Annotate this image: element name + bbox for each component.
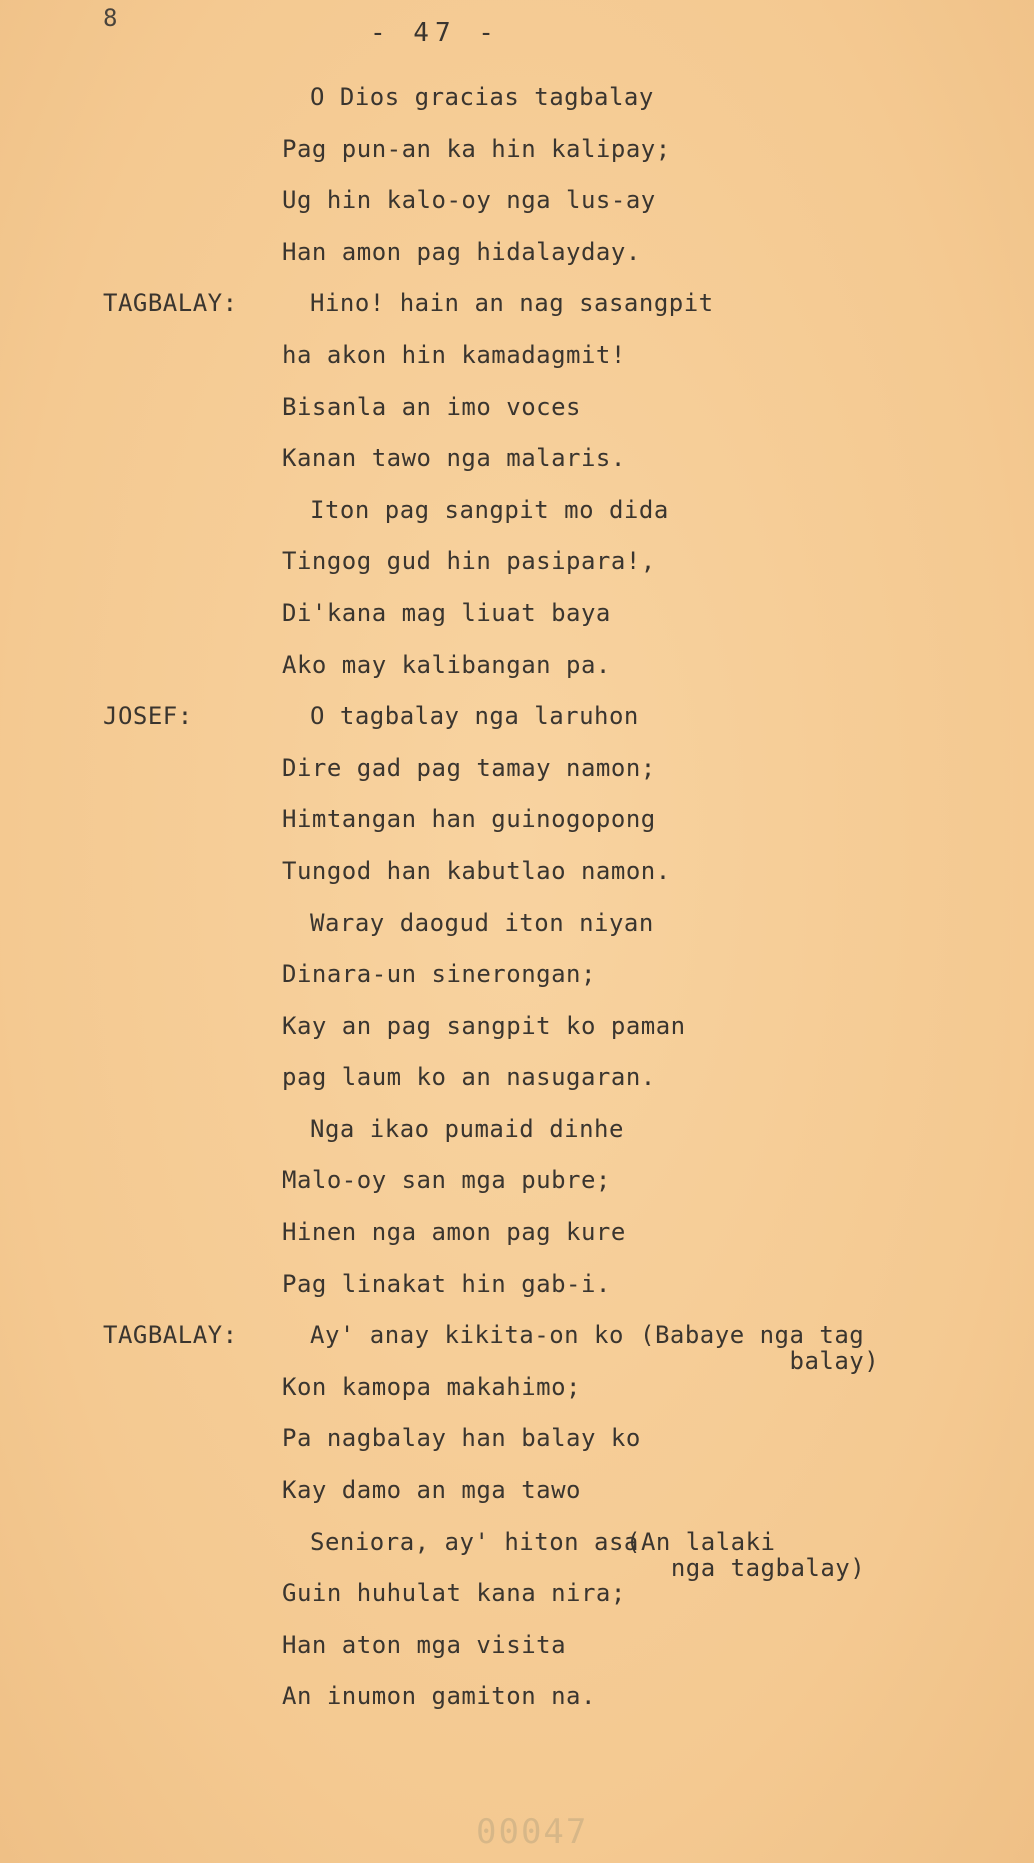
verse-line: Tungod han kabutlao namon.	[282, 856, 671, 885]
script-line	[0, 227, 1034, 279]
verse-line: Ako may kalibangan pa.	[282, 650, 611, 679]
script-line	[0, 691, 1034, 743]
script-line	[0, 640, 1034, 692]
verse-line: Dinara-un sinerongan;	[282, 960, 596, 989]
verse-line: Pag linakat hin gab-i.	[282, 1269, 611, 1298]
verse-line: Pa nagbalay han balay ko	[282, 1424, 641, 1453]
script-line	[0, 536, 1034, 588]
script-line	[0, 1517, 1034, 1582]
verse-line: Kon kamopa makahimo;	[282, 1372, 581, 1401]
verse-line: Malo-oy san mga pubre;	[282, 1166, 611, 1195]
script-line	[0, 743, 1034, 795]
verse-line: Han aton mga visita	[282, 1630, 567, 1659]
page-number: - 47 -	[370, 18, 500, 48]
stage-direction: (Babaye nga tag balay)	[640, 1321, 880, 1376]
script-line	[0, 124, 1034, 176]
verse-line: Han amon pag hidalayday.	[282, 237, 641, 266]
verse-line: Seniora, ay' hiton asa	[310, 1527, 639, 1556]
speaker-label: TAGBALAY:	[103, 289, 238, 318]
script-line	[0, 278, 1034, 330]
script-line	[0, 1259, 1034, 1311]
verse-line: Dire gad pag tamay namon;	[282, 753, 656, 782]
verse-line: Bisanla an imo voces	[282, 392, 581, 421]
verse-line: ha akon hin kamadagmit!	[282, 340, 626, 369]
script-line	[0, 949, 1034, 1001]
verse-line: O tagbalay nga laruhon	[310, 702, 639, 731]
verse-line: An inumon gamiton na.	[282, 1682, 596, 1711]
archive-stamp: 00047	[476, 1812, 589, 1852]
script-line	[0, 72, 1034, 124]
script-line	[0, 433, 1034, 485]
script-line	[0, 1620, 1034, 1672]
verse-line: Tingog gud hin pasipara!,	[282, 547, 656, 576]
script-line	[0, 1671, 1034, 1723]
verse-line: Di'kana mag liuat baya	[282, 598, 611, 627]
verse-line: Pag pun-an ka hin kalipay;	[282, 134, 671, 163]
script-line	[0, 898, 1034, 950]
verse-line: Kanan tawo nga malaris.	[282, 444, 626, 473]
script-line	[0, 1362, 1034, 1414]
corner-number: 8	[103, 4, 118, 32]
script-line	[0, 1155, 1034, 1207]
verse-line: Kay damo an mga tawo	[282, 1476, 581, 1505]
verse-line: O Dios gracias tagbalay	[310, 83, 654, 111]
script-line	[0, 794, 1034, 846]
script-line	[0, 588, 1034, 640]
script-line	[0, 175, 1034, 227]
speaker-label: JOSEF:	[103, 702, 193, 731]
verse-line: Nga ikao pumaid dinhe	[310, 1114, 624, 1143]
verse-line: Guin huhulat kana nira;	[282, 1579, 626, 1608]
verse-line: Iton pag sangpit mo dida	[310, 495, 669, 524]
verse-line: Waray daogud iton niyan	[310, 908, 654, 937]
verse-line: Kay an pag sangpit ko paman	[282, 1011, 686, 1040]
script-line	[0, 1413, 1034, 1465]
script-line	[0, 1465, 1034, 1517]
script-line	[0, 1052, 1034, 1104]
verse-line: Ug hin kalo-oy nga lus-ay	[282, 186, 656, 215]
verse-line: Himtangan han guinogopong	[282, 805, 656, 834]
script-line	[0, 1310, 1034, 1376]
script-line	[0, 846, 1034, 898]
verse-line: Hino! hain an nag sasangpit	[310, 289, 714, 318]
script-line	[0, 1568, 1034, 1620]
script-line	[0, 1001, 1034, 1053]
stage-direction: (An lalaki nga tagbalay)	[626, 1527, 866, 1582]
script-body	[0, 72, 1034, 1723]
verse-line: Hinen nga amon pag kure	[282, 1218, 626, 1247]
script-line	[0, 485, 1034, 537]
script-line	[0, 330, 1034, 382]
script-line	[0, 1207, 1034, 1259]
verse-line: pag laum ko an nasugaran.	[282, 1063, 656, 1092]
script-line	[0, 382, 1034, 434]
verse-line: Ay' anay kikita-on ko	[310, 1321, 624, 1350]
speaker-label: TAGBALAY:	[103, 1321, 238, 1350]
script-line	[0, 1104, 1034, 1156]
